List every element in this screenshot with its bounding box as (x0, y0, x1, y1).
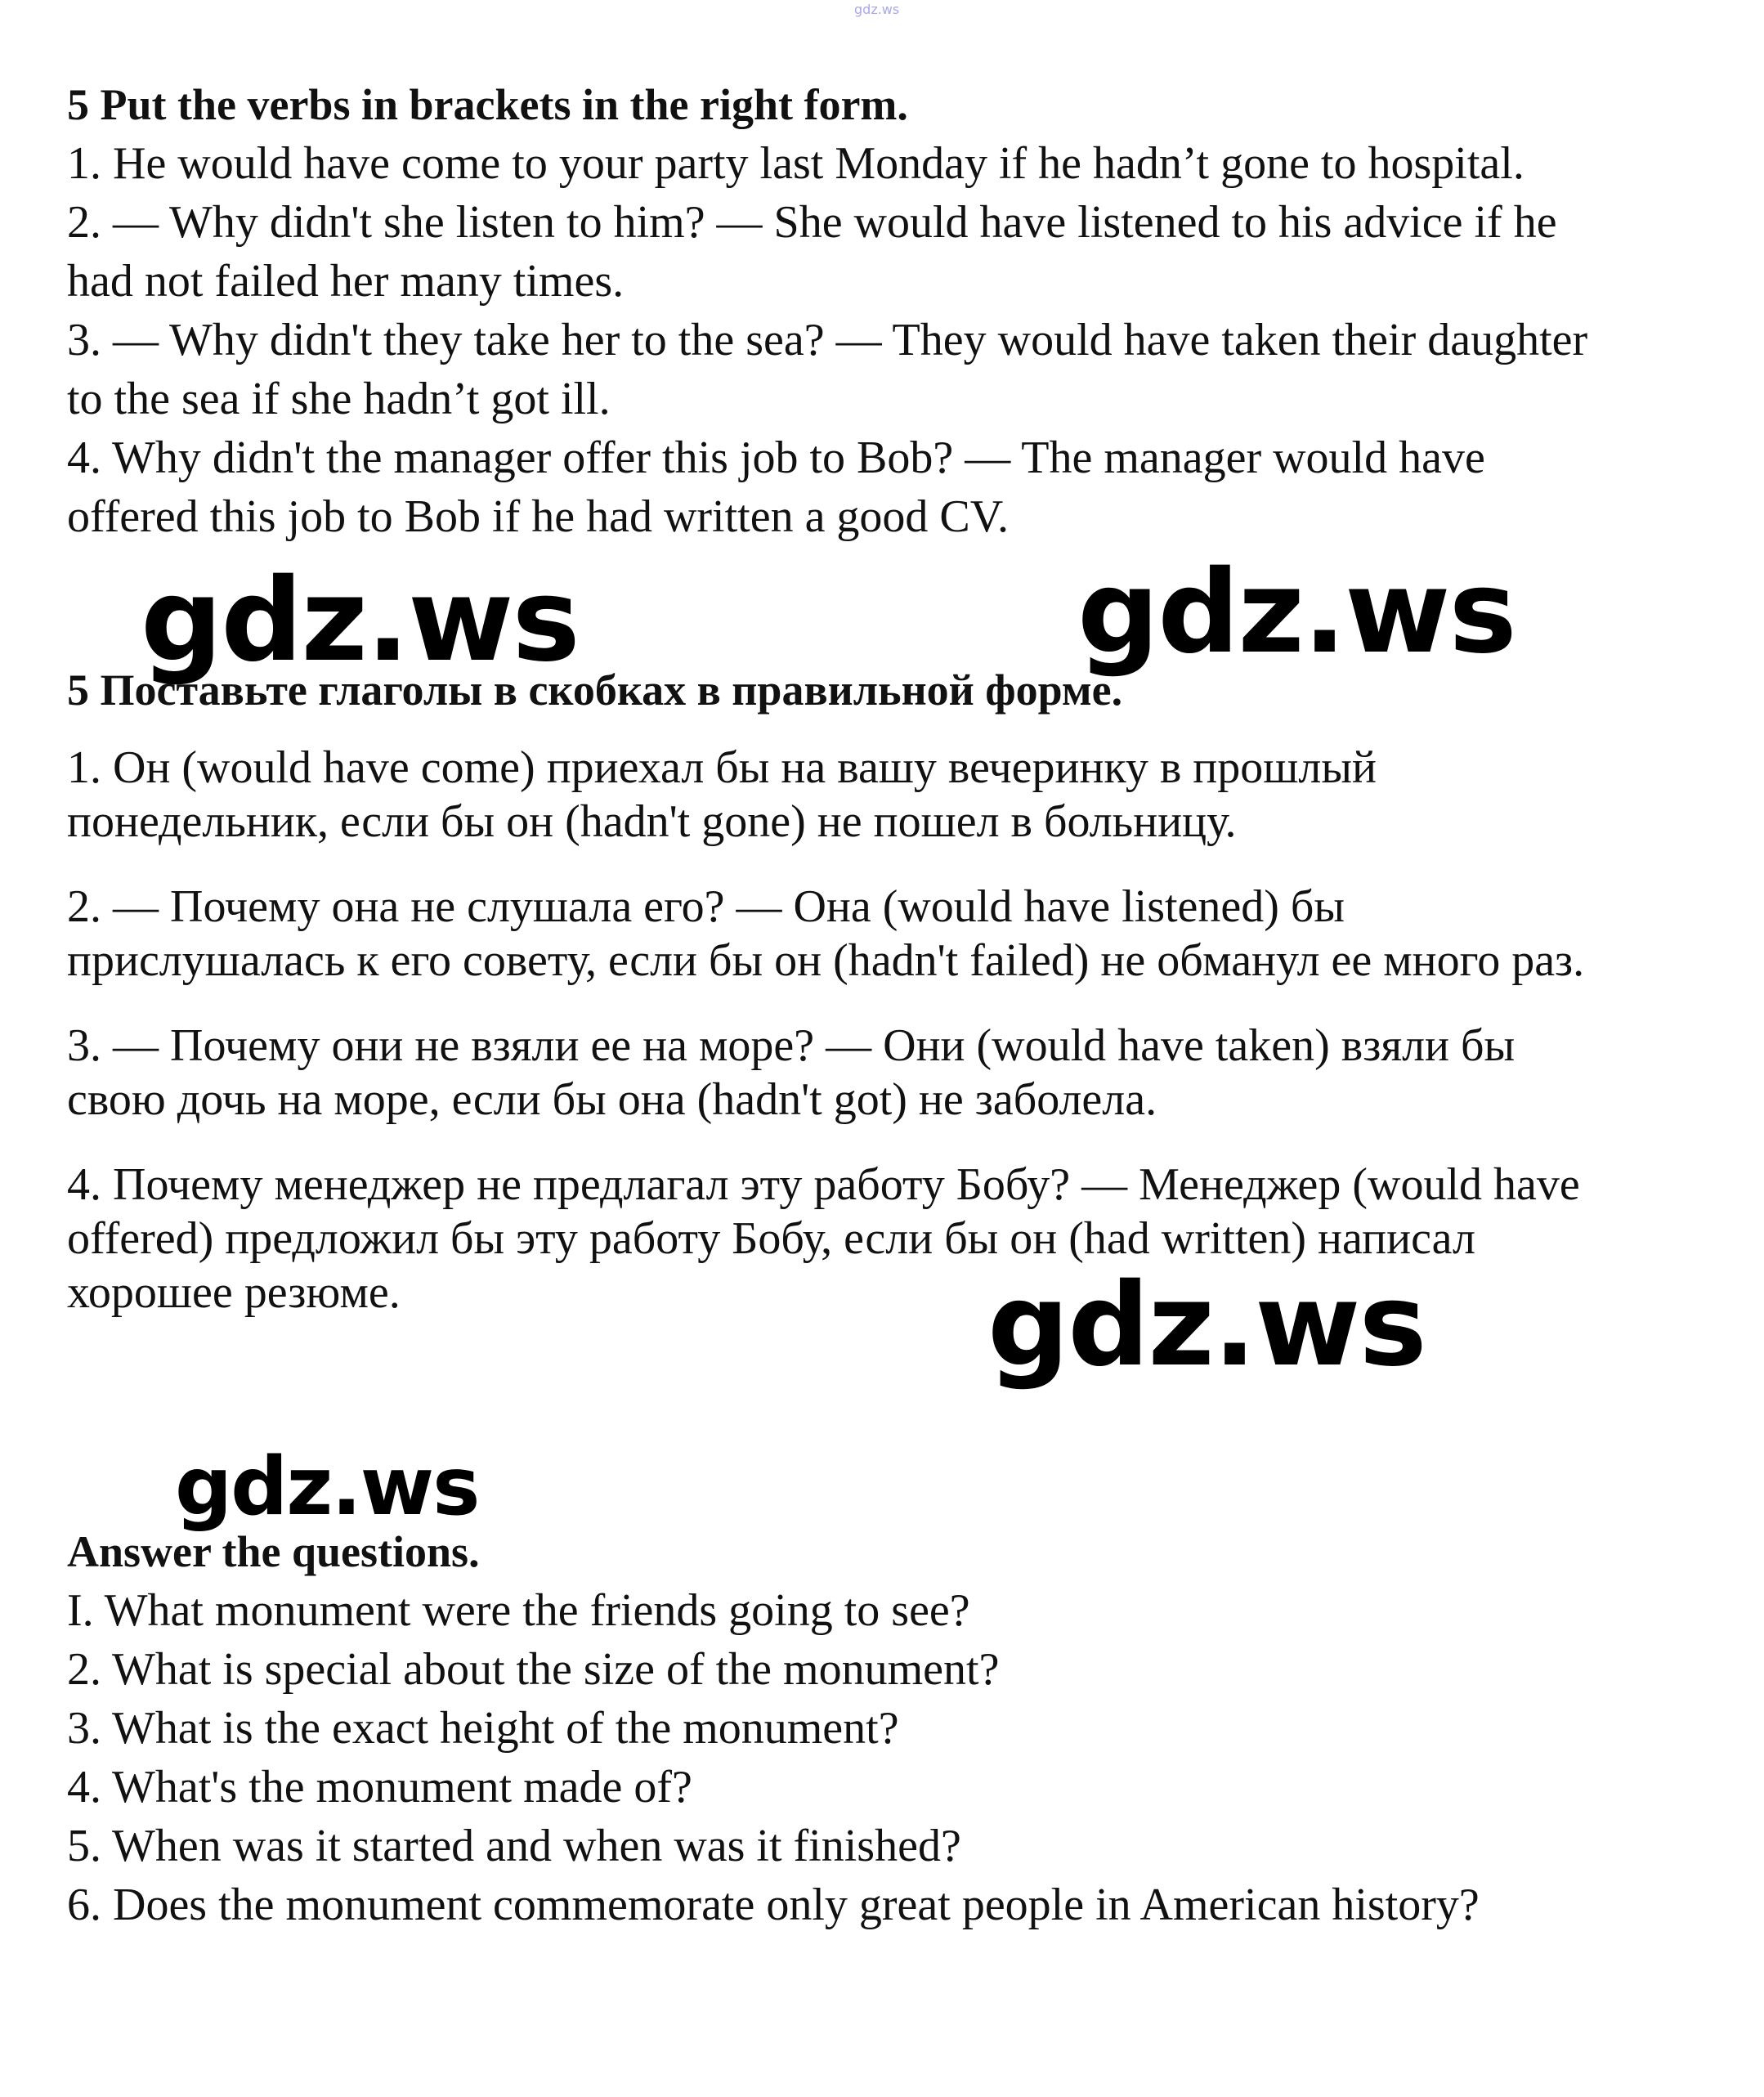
english-line: offered this job to Bob if he had written a good CV. (67, 491, 1009, 542)
russian-line: прислушалась к его совету, если бы он (hadn't failed) не обманул ее много раз. (67, 935, 1585, 986)
questions-section (67, 1522, 1702, 1934)
russian-line: 4. Почему менеджер не предлагал эту работу Бобу? — Менеджер (would have (67, 1159, 1580, 1210)
english-line: to the sea if she hadn’t got ill. (67, 374, 611, 424)
watermark-text: gdz.ws (987, 1259, 1426, 1392)
english-line: 3. — Why didn't they take her to the sea? — They would have taken their daughter (67, 315, 1588, 365)
russian-line: хорошее резюме. (67, 1267, 401, 1318)
watermark-text: gdz.ws (175, 1441, 479, 1534)
question-item: 5. When was it started and when was it finished? (67, 1821, 961, 1871)
russian-translation (67, 664, 1702, 1320)
watermark-text: gdz.ws (141, 554, 579, 688)
russian-line: 1. Он (would have come) приехал бы на вашу вечеринку в прошлый (67, 742, 1377, 793)
english-line: had not failed her many times. (67, 256, 625, 307)
russian-paragraph-4 (67, 1158, 1702, 1320)
russian-line: offered) предложил бы эту работу Бобу, если бы он (had written) написал (67, 1213, 1475, 1264)
question-item: I. What monument were the friends going to see? (67, 1585, 970, 1636)
russian-paragraph-2 (67, 880, 1702, 988)
question-item: 3. What is the exact height of the monument? (67, 1703, 899, 1754)
russian-line: понедельник, если бы он (hadn't gone) не пошел в больницу. (67, 796, 1237, 847)
question-item: 6. Does the monument commemorate only great people in American history? (67, 1880, 1480, 1930)
russian-line: свою дочь на море, если бы она (hadn't got) не заболела. (67, 1074, 1157, 1125)
english-exercise-heading: 5 Put the verbs in brackets in the right form. (67, 80, 908, 129)
question-item: 4. What's the monument made of? (67, 1762, 692, 1812)
russian-paragraph-3 (67, 1019, 1702, 1127)
russian-translation-heading: 5 Поставьте глаголы в скобках в правильной форме. (67, 665, 1123, 715)
english-line: 4. Why didn't the manager offer this job to Bob? — The manager would have (67, 432, 1485, 483)
question-item: 2. What is special about the size of the monument? (67, 1644, 1000, 1695)
english-line: 1. He would have come to your party last Monday if he hadn’t gone to hospital. (67, 138, 1524, 189)
top-watermark-text: gdz.ws (854, 2, 900, 17)
russian-line: 2. — Почему она не слушала его? — Она (would have listened) бы (67, 881, 1345, 932)
russian-paragraph-1 (67, 741, 1702, 849)
english-line: 2. — Why didn't she listen to him? — She would have listened to his advice if he (67, 197, 1557, 248)
watermark-text: gdz.ws (1077, 546, 1516, 679)
russian-line: 3. — Почему они не взяли ее на море? — Они (would have taken) взяли бы (67, 1020, 1516, 1071)
english-exercise (67, 75, 1702, 546)
questions-heading: Answer the questions. (67, 1527, 480, 1576)
